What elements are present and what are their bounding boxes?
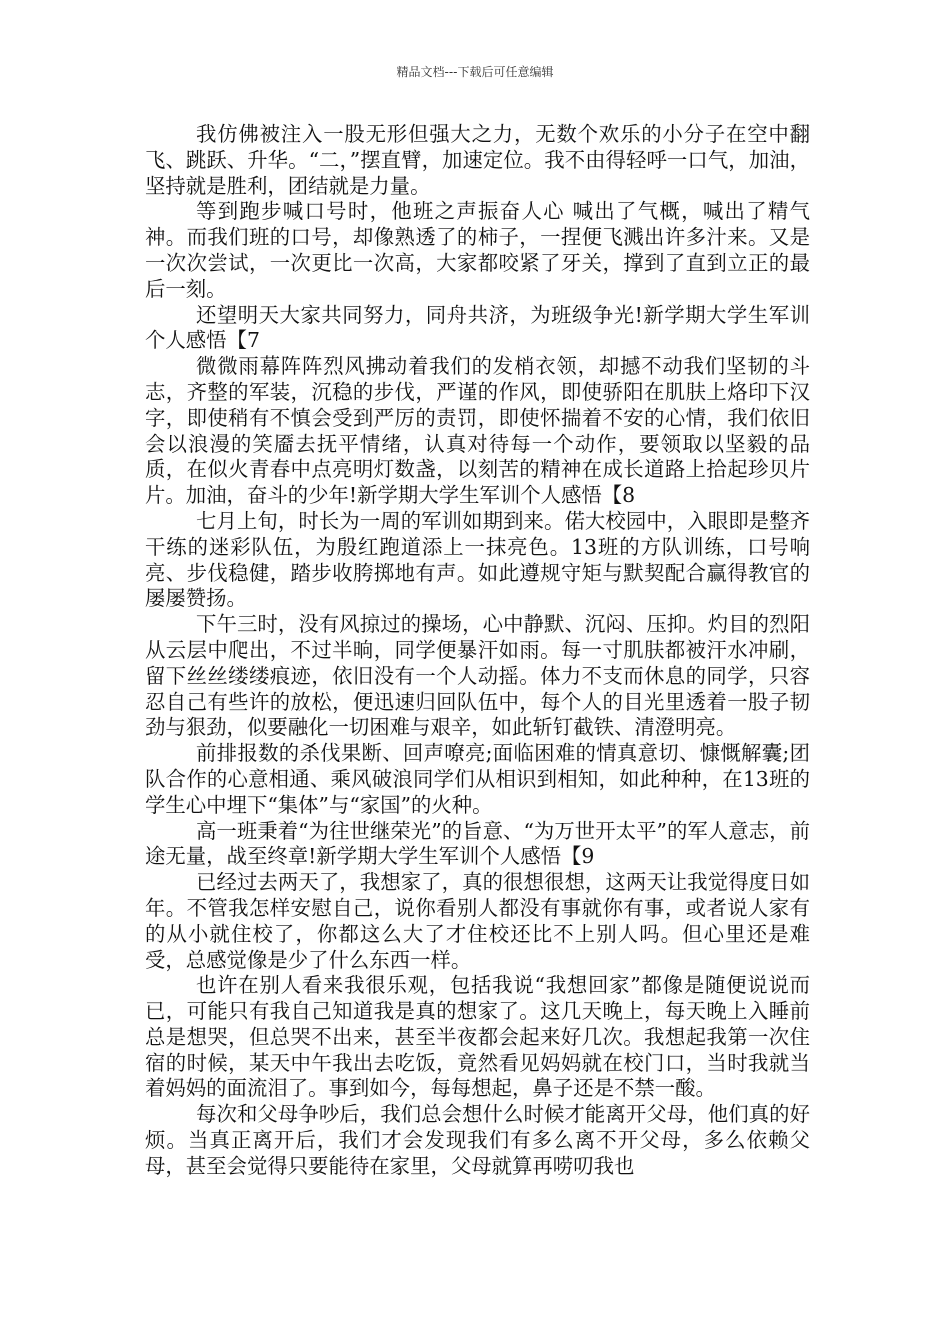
paragraph: 也许在别人看来我很乐观，包括我说“我想回家”都像是随便说说而已，可能只有我自己知道我是真的想家了。这几天晚上，每天晚上入睡前总是想哭，但总哭不出来，甚至半夜都会起来好几次。我想起我第一次住宿的时候，某天中午我出去吃饭，竟然看见妈妈就在校门口，当时我就当着妈妈的面流泪了。事到如今，每每想起，鼻子还是不禁一酸。 xyxy=(145,973,810,1101)
paragraph: 前排报数的杀伐果断、回声嘹亮;面临困难的情真意切、慷慨解囊;团队合作的心意相通、乘风破浪同学们从相识到相知，如此种种，在13班的学生心中埋下“集体”与“家国”的火种。 xyxy=(145,741,810,817)
article-body xyxy=(145,122,810,1180)
page-header: 精品文档---下载后可任意编辑 xyxy=(396,65,554,79)
paragraph: 我仿佛被注入一股无形但强大之力，无数个欢乐的小分子在空中翻飞、跳跃、升华。“二，”摆直臂，加速定位。我不由得轻呼一口气，加油，坚持就是胜利，团结就是力量。 xyxy=(145,122,810,198)
paragraph: 等到跑步喊口号时，他班之声振奋人心 喊出了气概，喊出了精气神。而我们班的口号，却像熟透了的柿子，一捏便飞溅出许多汁来。又是一次次尝试，一次更比一次高，大家都咬紧了牙关，撑到了直到立正的最后一刻。 xyxy=(145,199,810,301)
paragraph: 微微雨幕阵阵烈风拂动着我们的发梢衣领，却撼不动我们坚韧的斗志，齐整的军装，沉稳的步伐，严谨的作风，即使骄阳在肌肤上烙印下汉字，即使稍有不慎会受到严厉的责罚，即使怀揣着不安的心情，我们依旧会以浪漫的笑靥去抚平情绪，认真对待每一个动作，要领取以坚毅的品质，在似火青春中点亮明灯数盏，以刻苦的精神在成长道路上拾起珍贝片片。加油，奋斗的少年!新学期大学生军训个人感悟【8 xyxy=(145,354,810,508)
paragraph: 已经过去两天了，我想家了，真的很想很想，这两天让我觉得度日如年。不管我怎样安慰自己，说你看别人都没有事就你有事，或者说人家有的从小就住校了，你都这么大了才住校还比不上别人吗。但心里还是难受，总感觉像是少了什么东西一样。 xyxy=(145,870,810,972)
paragraph: 高一班秉着“为往世继荣光”的旨意、“为万世开太平”的军人意志，前途无量，战至终章!新学期大学生军训个人感悟【9 xyxy=(145,818,810,869)
paragraph: 每次和父母争吵后，我们总会想什么时候才能离开父母，他们真的好烦。当真正离开后，我们才会发现我们有多么离不开父母，多么依赖父母，甚至会觉得只要能待在家里，父母就算再唠叨我也 xyxy=(145,1102,810,1178)
paragraph: 七月上旬，时长为一周的军训如期到来。偌大校园中，入眼即是整齐干练的迷彩队伍，为殷红跑道添上一抹亮色。13班的方队训练，口号响亮、步伐稳健，踏步收胯掷地有声。如此遵规守矩与默契配合赢得教官的屡屡赞扬。 xyxy=(145,508,810,611)
paragraph: 还望明天大家共同努力，同舟共济，为班级争光!新学期大学生军训个人感悟【7 xyxy=(145,302,810,353)
paragraph: 下午三时，没有风掠过的操场，心中静默、沉闷、压抑。灼目的烈阳从云层中爬出，不过半晌，同学便暴汗如雨。每一寸肌肤都被汗水冲刷，留下丝丝缕缕痕迹，依旧没有一个人动摇。体力不支而休息的同学，只容忍自己有些许的放松，便迅速归回队伍中，每个人的目光里透着一股子韧劲与狠劲，似要融化一切困难与艰辛，如此斩钉截铁、清澄明亮。 xyxy=(145,612,810,740)
